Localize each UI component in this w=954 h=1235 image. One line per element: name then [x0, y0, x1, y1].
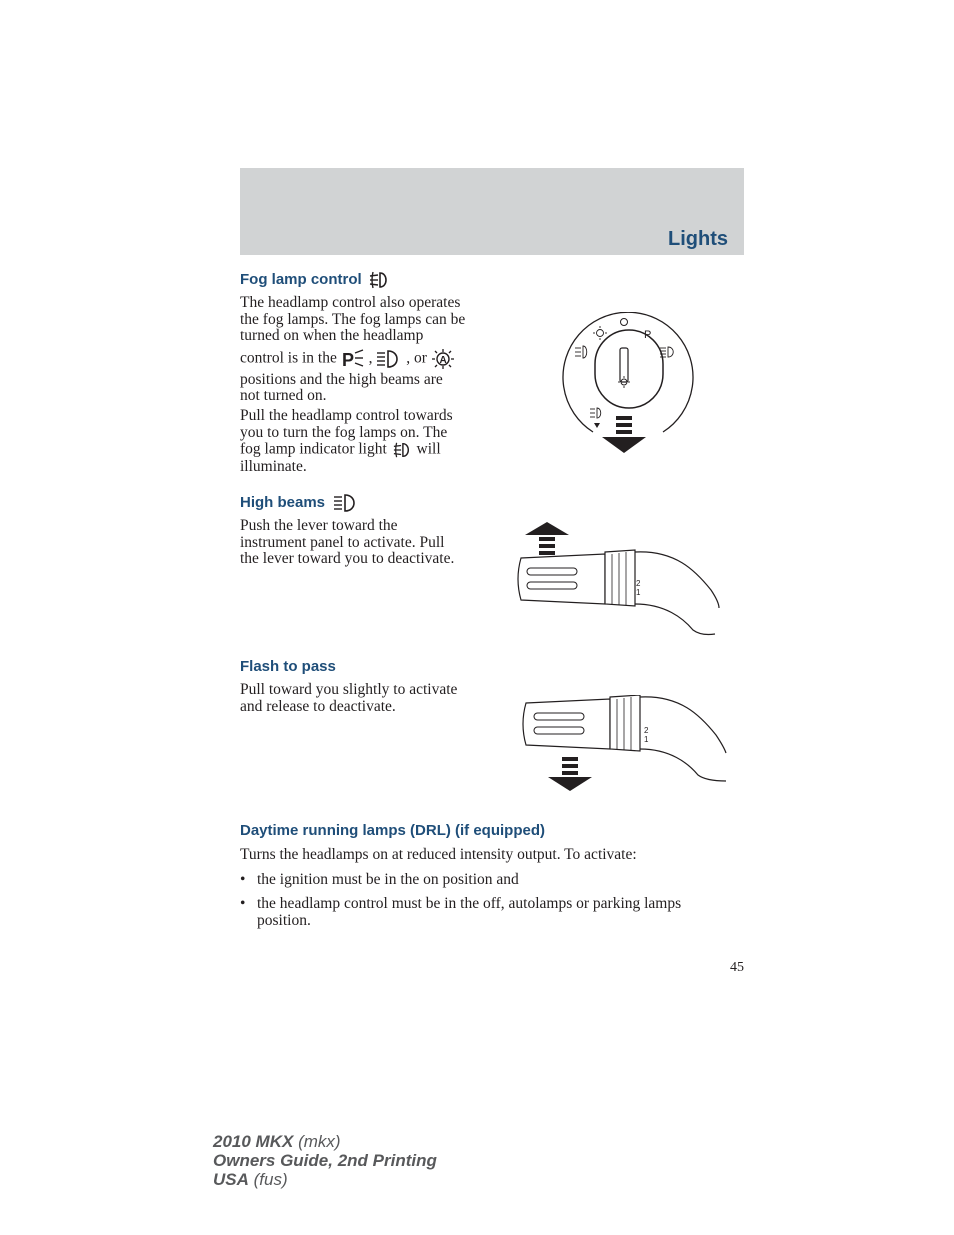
wiper-speed-1: 1	[636, 588, 641, 597]
parking-lamp-letter: P	[341, 349, 354, 369]
fog-lamp-paragraph-1: The headlamp control also operates the fog lamps. The fog lamps can be turned on when the headlamp control is in the P , , or A positions and the high beams are not turned on.	[240, 294, 466, 404]
fog-lamp-heading-text: Fog lamp control	[240, 270, 362, 288]
multifunction-lever-illustration	[515, 520, 727, 638]
high-beam-heading-icon	[331, 493, 361, 513]
fog-lamp-heading	[240, 270, 390, 290]
flash-to-pass-paragraph: Pull toward you slightly to activate and release to deactivate.	[240, 681, 458, 715]
parking-lamp-icon	[341, 349, 365, 369]
fog-lamp-indicator-icon	[391, 441, 413, 459]
flash-to-pass-heading: Flash to pass	[240, 658, 336, 675]
wiper-speed-2: 2	[636, 579, 641, 588]
autolamp-icon	[431, 348, 455, 370]
section-title: Lights	[668, 228, 728, 250]
drl-intro: Turns the headlamps on at reduced intensity output. To activate:	[240, 846, 637, 863]
autolamp-letter: A	[439, 354, 447, 366]
document-footer: 2010 MKX (mkx) Owners Guide, 2nd Printing USA (fus)	[213, 1132, 437, 1189]
section-header-band	[240, 168, 744, 255]
wiper-speed-1b: 1	[644, 735, 649, 744]
headlamp-switch-illustration	[558, 312, 698, 457]
high-beams-heading-text: High beams	[240, 493, 326, 511]
page-number: 45	[730, 960, 744, 975]
drl-bullet-1: • the ignition must be in the on position and	[240, 871, 519, 888]
wiper-speed-2b: 2	[644, 726, 649, 735]
high-beams-heading	[240, 493, 361, 513]
multifunction-lever-pull-illustration	[520, 695, 732, 793]
high-beams-paragraph: Push the lever toward the instrument panel to activate. Pull the lever toward you to deactivate.	[240, 517, 455, 567]
fog-lamp-icon	[368, 270, 390, 290]
drl-heading: Daytime running lamps (DRL) (if equipped)	[240, 822, 546, 839]
drl-bullet-2: • the headlamp control must be in the off, autolamps or parking lamps position.	[240, 895, 682, 929]
high-beam-icon	[376, 349, 402, 369]
fog-lamp-paragraph-2: Pull the headlamp control towards you to turn the fog lamps on. The fog lamp indicator light will illuminate.	[240, 407, 453, 475]
switch-parking-label: P	[644, 329, 652, 341]
